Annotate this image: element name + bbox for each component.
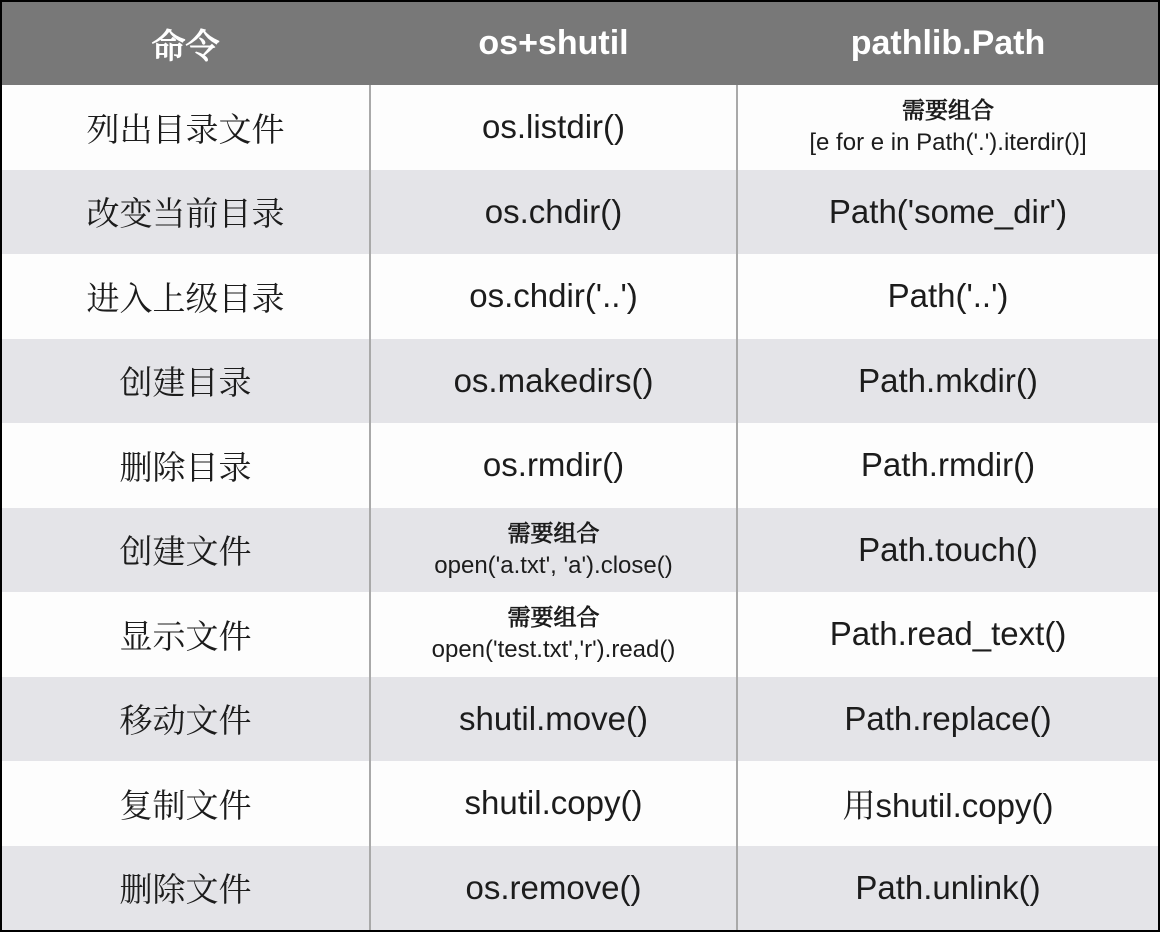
table-row bbox=[2, 846, 1158, 931]
command-cell: 创建目录 bbox=[119, 364, 252, 402]
command-cell: 复制文件 bbox=[119, 786, 252, 824]
pathlib-cell bbox=[738, 85, 1158, 170]
combo-code: open('test.txt','r').read() bbox=[431, 636, 676, 664]
os-shutil-cell bbox=[369, 85, 738, 170]
pathlib-cell bbox=[738, 339, 1158, 424]
table-row bbox=[2, 339, 1158, 424]
code-text: shutil.copy() bbox=[464, 784, 643, 822]
header-os-shutil: os+shutil bbox=[478, 24, 629, 62]
combo-note: 需要组合 bbox=[507, 519, 600, 546]
code-text: os.rmdir() bbox=[482, 446, 625, 484]
pathlib-cell bbox=[738, 254, 1158, 339]
header-pathlib-path: pathlib.Path bbox=[850, 24, 1046, 62]
os-shutil-cell bbox=[369, 677, 738, 762]
table-row bbox=[2, 677, 1158, 762]
code-text: os.makedirs() bbox=[453, 361, 654, 399]
command-cell: 改变当前目录 bbox=[86, 195, 285, 233]
command-cell: 显示文件 bbox=[119, 617, 252, 655]
os-shutil-cell bbox=[369, 254, 738, 339]
os-shutil-cell bbox=[369, 846, 738, 931]
os-shutil-cell bbox=[369, 423, 738, 508]
code-text: shutil.move() bbox=[459, 699, 648, 737]
code-text: os.chdir() bbox=[484, 192, 623, 230]
code-text: Path.unlink() bbox=[855, 868, 1041, 906]
code-text: Path.read_text() bbox=[829, 615, 1067, 653]
code-text: Path.touch() bbox=[858, 530, 1038, 568]
command-cell: 进入上级目录 bbox=[86, 279, 285, 317]
command-cell: 删除文件 bbox=[119, 871, 252, 909]
pathlib-cell bbox=[738, 846, 1158, 931]
code-text: Path('some_dir') bbox=[828, 192, 1068, 230]
header-command: 命令 bbox=[151, 28, 220, 66]
pathlib-cell bbox=[738, 170, 1158, 255]
table-row bbox=[2, 254, 1158, 339]
combo-note: 需要组合 bbox=[902, 97, 994, 124]
table-row bbox=[2, 85, 1158, 170]
pathlib-cell bbox=[738, 761, 1158, 846]
code-text: os.listdir() bbox=[481, 108, 625, 146]
table-row bbox=[2, 592, 1158, 677]
code-text: Path.replace() bbox=[844, 699, 1052, 737]
table-row bbox=[2, 423, 1158, 508]
pathlib-cell bbox=[738, 423, 1158, 508]
code-text: 用shutil.copy() bbox=[842, 786, 1054, 824]
combo-code: [e for e in Path('.').iterdir()] bbox=[809, 129, 1087, 157]
combo-code: open('a.txt', 'a').close() bbox=[434, 551, 673, 579]
os-shutil-cell bbox=[369, 508, 738, 593]
table-header-row bbox=[2, 2, 1158, 85]
os-shutil-cell bbox=[369, 761, 738, 846]
code-text: Path('..') bbox=[887, 277, 1009, 315]
combo-note: 需要组合 bbox=[507, 604, 600, 631]
os-shutil-cell bbox=[369, 170, 738, 255]
code-text: os.chdir('..') bbox=[469, 277, 638, 315]
os-shutil-cell bbox=[369, 339, 738, 424]
os-shutil-cell bbox=[369, 592, 738, 677]
table-row bbox=[2, 761, 1158, 846]
command-cell: 删除目录 bbox=[119, 448, 252, 486]
pathlib-cell bbox=[738, 677, 1158, 762]
command-cell: 创建文件 bbox=[119, 533, 252, 571]
code-text: Path.rmdir() bbox=[860, 446, 1036, 484]
table-row bbox=[2, 508, 1158, 593]
command-cell: 移动文件 bbox=[119, 702, 252, 740]
pathlib-cell bbox=[738, 592, 1158, 677]
command-cell: 列出目录文件 bbox=[86, 110, 285, 148]
table-row bbox=[2, 170, 1158, 255]
code-text: os.remove() bbox=[465, 868, 642, 906]
pathlib-cell bbox=[738, 508, 1158, 593]
code-text: Path.mkdir() bbox=[858, 361, 1038, 399]
